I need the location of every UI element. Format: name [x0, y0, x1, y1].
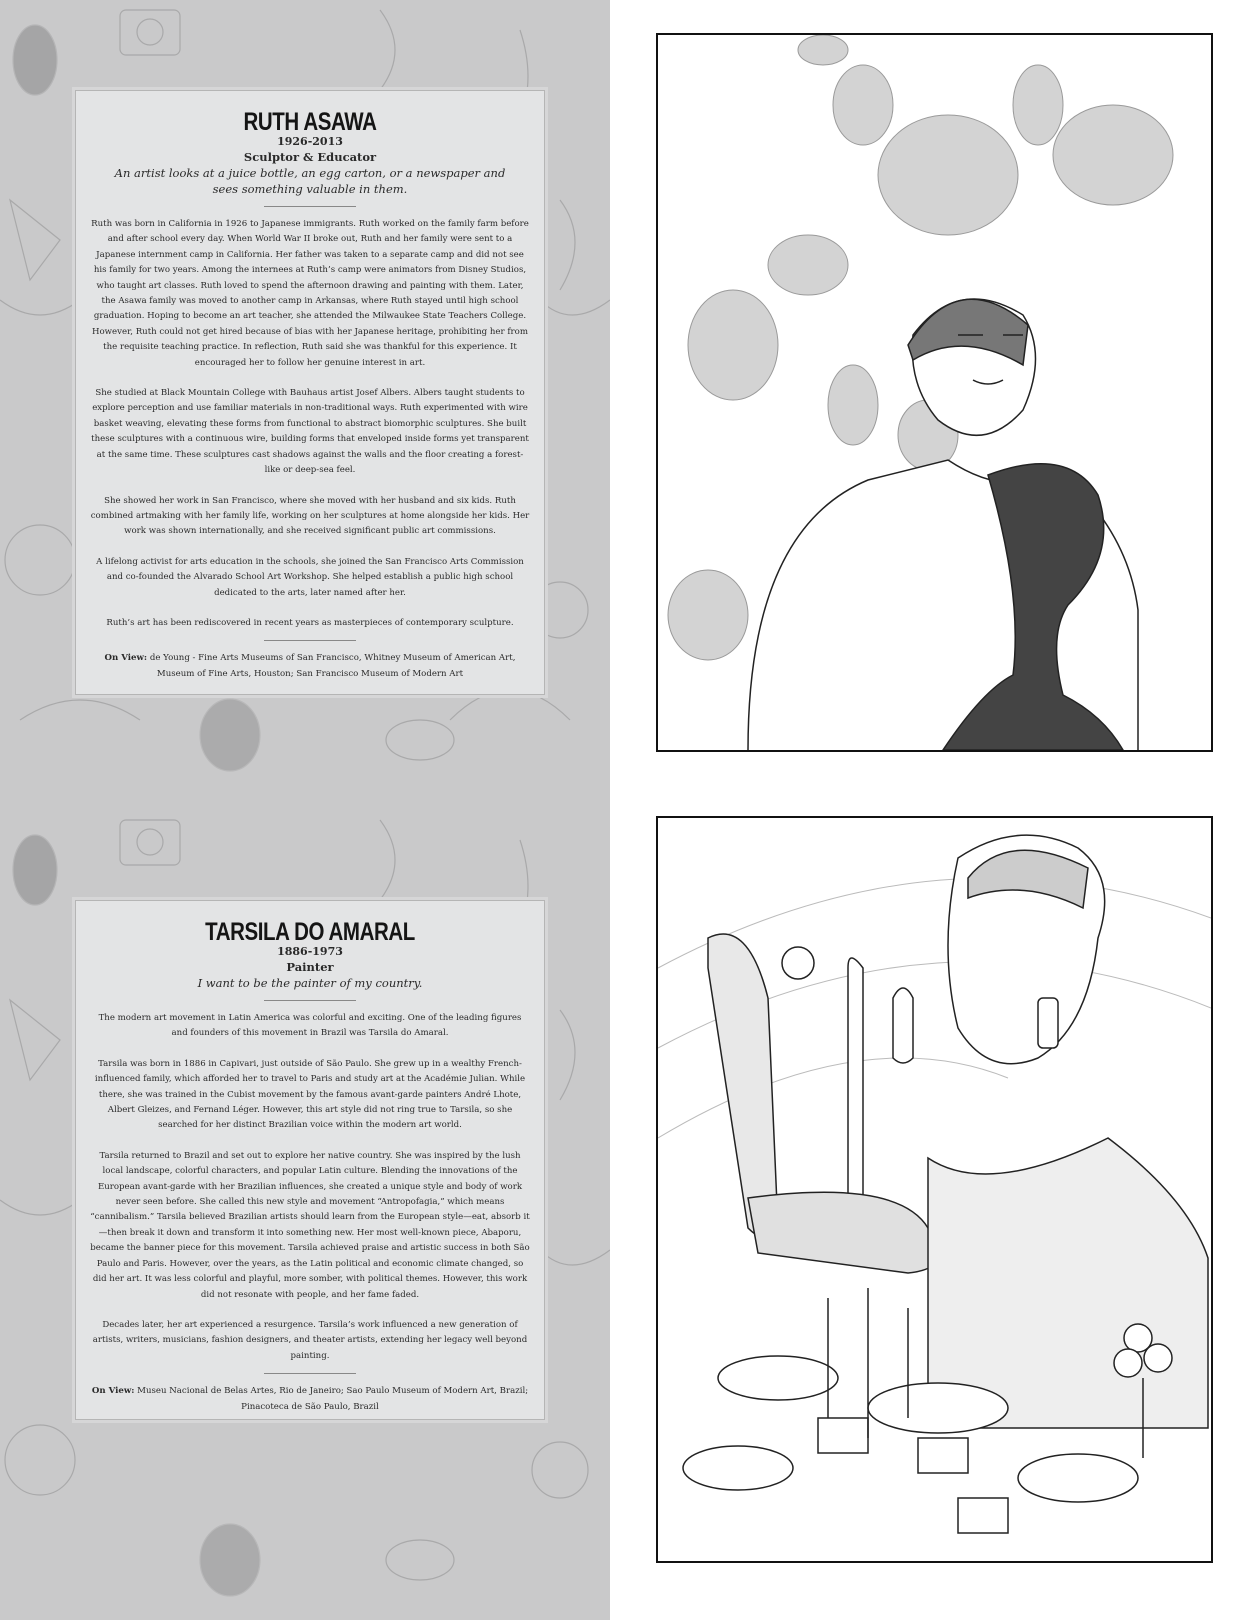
tarsila-portrait-drawing [658, 818, 1211, 1561]
bio-card-tarsila-do-amaral [75, 900, 545, 1420]
coloring-illustration-tarsila-do-amaral [656, 816, 1213, 1563]
bio-paragraph: Tarsila was born in 1886 in Capivari, just outside of São Paulo. She grew up in a wealthy French-influenced family, which afforded her to travel to Paris and study art at the Académie Julian. While there, she was trained in the Cubist movement by the famous avant-garde painters André Lhote, Albert Gleizes, and Fernand Léger. However, this art style did not ring true to Tarsila, so she searched for her distinct Brazilian voice within the modern art world. [94, 1058, 526, 1131]
bio-paragraph: Tarsila returned to Brazil and set out to explore her native country. She was inspired by the lush local landscape, colorful characters, and popular Latin culture. Blending the innovations of the European avant-garde with her Brazilian influences, she created a unique style and body of work never seen before. She called this new style and movement “Antropofagia,” which means “cannibalism.” Tarsila believed Brazilian artists should learn from the European style—eat, absorb it—then break it down and transform it into something new. Her most well-known piece, Abaporu, became the banner piece for this movement. Tarsila achieved praise and artistic success in both São Paulo and Paris. However, over the years, as the Latin political and economic climate changed, so did her art. It was less colorful and playful, more somber, with political themes. However, this work did not resonate with people, and her fame faded. [90, 1150, 530, 1300]
artist-name: TARSILA DO AMARAL [205, 918, 415, 946]
artist-role: Sculptor & Educator [243, 150, 377, 164]
on-view-museums: de Young - Fine Arts Museums of San Francisco, Whitney Museum of American Art, Museum of Fine Arts, Houston; San Francisco Museum of Modern Art [149, 653, 516, 679]
artist-role: Painter [286, 960, 334, 974]
bio-paragraph: A lifelong activist for arts education in the schools, she joined the San Francisco Arts Commission and co-founded the Alvarado School Art Workshop. She helped establish a public high school dedicated to the arts, later named after her. [96, 556, 524, 598]
artist-years: 1926-2013 [277, 135, 343, 148]
divider [264, 1373, 356, 1374]
artist-quote: I want to be the painter of my country. [197, 976, 423, 990]
on-view [90, 1384, 530, 1415]
coloring-illustration-ruth-asawa [656, 33, 1213, 752]
on-view-museums: Museu Nacional de Belas Artes, Rio de Janeiro; Sao Paulo Museum of Modern Art, Brazil; Pinacoteca de São Paulo, Brazil [137, 1386, 529, 1412]
on-view-label: On View: [91, 1386, 135, 1397]
divider [264, 206, 356, 207]
artist-name: RUTH ASAWA [243, 108, 377, 136]
divider [264, 1000, 356, 1001]
bio-paragraph: Ruth was born in California in 1926 to Japanese immigrants. Ruth worked on the family farm before and after school every day. When World War II broke out, Ruth and her family were sent to a Japanese internment camp in California. Her father was taken to a separate camp and did not see his family for two years. Among the internees at Ruth’s camp were animators from Disney Studios, who taught art classes. Ruth loved to spend the afternoon drawing and painting with them. Later, the Asawa family was moved to another camp in Arkansas, where Ruth stayed until high school graduation. Hoping to become an art teacher, she attended the Milwaukee State Teachers College. However, Ruth could not get hired because of bias with her Japanese heritage, prohibiting her from the requisite teaching practice. In reflection, Ruth said she was thankful for this experience. It encouraged her to follow her genuine interest in art. [91, 219, 529, 368]
divider [264, 640, 356, 641]
artist-years: 1886-1973 [277, 945, 343, 958]
bio-paragraph: She showed her work in San Francisco, where she moved with her husband and six kids. Ruth combined artmaking with her family life, working on her sculptures at home alongside her kids. Her work was shown internationally, and she received significant public art commissions. [90, 495, 530, 537]
ruth-asawa-portrait-drawing [658, 35, 1211, 750]
on-view-label: On View: [104, 653, 148, 664]
bio-paragraph: She studied at Black Mountain College with Bauhaus artist Josef Albers. Albers taught students to explore perception and use familiar materials in non-traditional ways. Ruth experimented with wire basket weaving, elevating these forms from functional to abstract biomorphic sculptures. She built these sculptures with a continuous wire, building forms that enveloped inside forms yet transparent at the same time. These sculptures cast shadows against the walls and the floor creating a forest-like or deep-sea feel. [91, 388, 529, 476]
bio-paragraph: The modern art movement in Latin America was colorful and exciting. One of the leading figures and founders of this movement in Brazil was Tarsila do Amaral. [98, 1013, 522, 1039]
artist-quote: An artist looks at a juice bottle, an egg carton, or a newspaper and sees something valuable in them. [114, 166, 506, 196]
on-view [90, 651, 530, 682]
bio-card-ruth-asawa [75, 90, 545, 695]
bio-paragraph: Ruth’s art has been rediscovered in recent years as masterpieces of contemporary sculpture. [106, 617, 514, 628]
bio-paragraph: Decades later, her art experienced a resurgence. Tarsila’s work influenced a new generation of artists, writers, musicians, fashion designers, and theater artists, extending her legacy well beyond painting. [92, 1319, 528, 1361]
